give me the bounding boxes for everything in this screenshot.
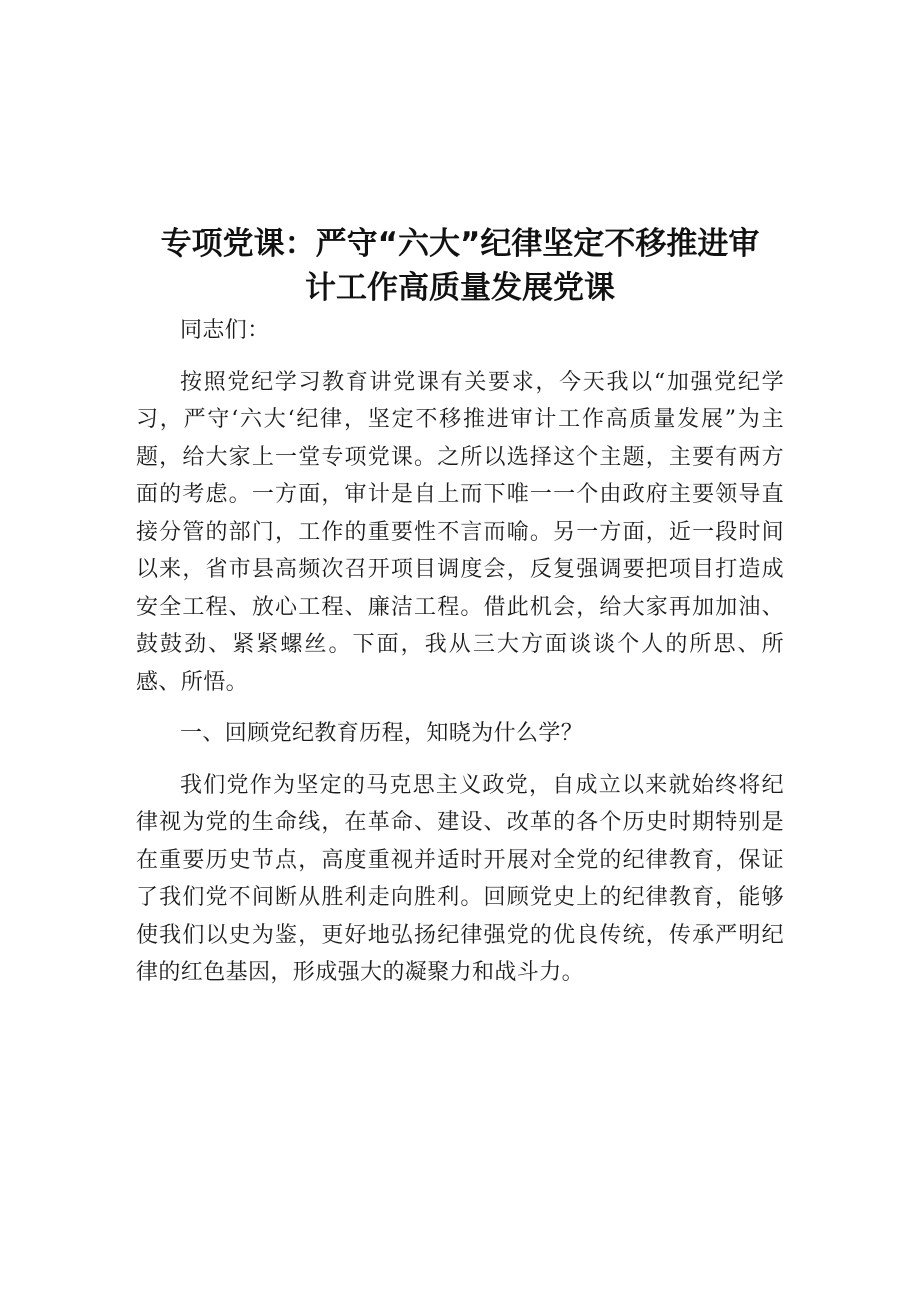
greeting: 同志们： (180, 318, 270, 343)
document-body (136, 312, 784, 992)
section-heading-1: 一、回顾党纪教育历程，知晓为什么学？ (180, 721, 584, 746)
intro-paragraph: 按照党纪学习教育讲党课有关要求，今天我以“加强党纪学习，严守‘六大‘纪律，坚定不移推进审计工作高质量发展”为主题，给大家上一堂专项党课。之所以选择这个主题，主要有两方面的考虑。一方面，审计是自上而下唯一一个由政府主要领导直接分管的部门，工作的重要性不言而喻。另一方面，近一段时间以来，省市县高频次召开项目调度会，反复强调要把项目打造成安全工程、放心工程、廉洁工程。借此机会，给大家再加加油、鼓鼓劲、紧紧螺丝。下面，我从三大方面谈谈个人的所思、所感、所悟。 (136, 369, 784, 695)
title-line-2: 计工作高质量发展党课 (305, 270, 615, 306)
section-1-paragraph: 我们党作为坚定的马克思主义政党，自成立以来就始终将纪律视为党的生命线，在革命、建设、改革的各个历史时期特别是在重要历史节点，高度重视并适时开展对全党的纪律教育，保证了我们党不间断从胜利走向胜利。回顾党史上的纪律教育，能够使我们以史为鉴，更好地弘扬纪律强党的优良传统，传承严明纪律的红色基因，形成强大的凝聚力和战斗力。 (136, 772, 784, 985)
title-line-1: 专项党课：严守“六大”纪律坚定不移推进审 (160, 226, 760, 262)
document-title (120, 222, 800, 310)
